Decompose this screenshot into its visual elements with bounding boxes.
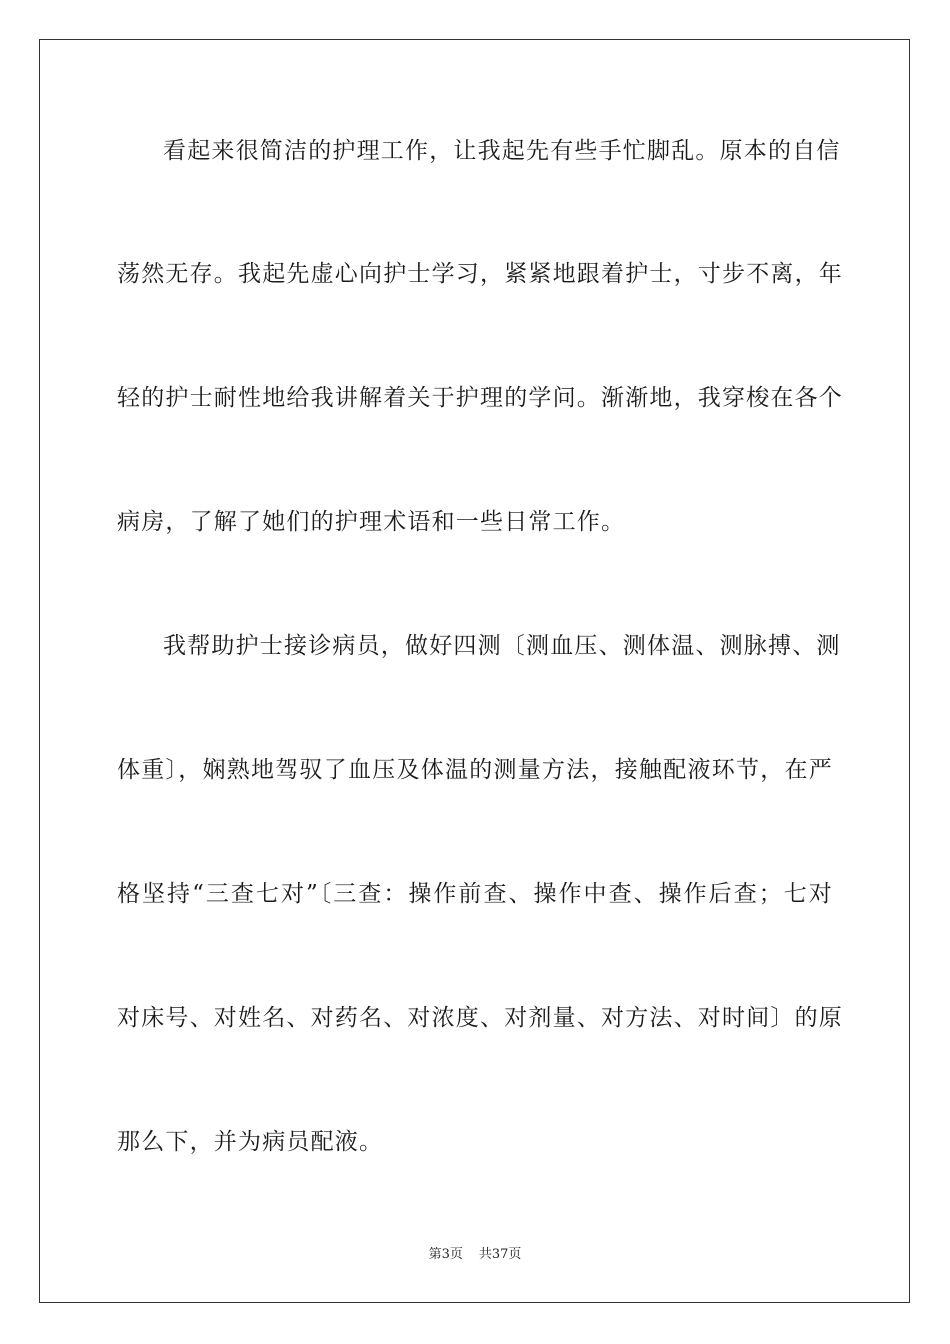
paragraph-1-line-2: 荡然无存。我起先虚心向护士学习，紧紧地跟着护士，寸步不离，年 — [117, 261, 843, 287]
paragraph-2-line-1: 我帮助护士接诊病员，做好四测〔测血压、测体温、测脉搏、测 — [163, 633, 841, 659]
paragraph-1-line-3: 轻的护士耐性地给我讲解着关于护理的学问。渐渐地，我穿梭在各个 — [117, 385, 843, 411]
paragraph-2-line-5: 那么下，并为病员配液。 — [117, 1129, 384, 1155]
paragraph-2-line-3: 格坚持“三查七对”〔三查：操作前查、操作中查、操作后查；七对 — [117, 881, 833, 907]
page-border — [39, 39, 910, 1303]
page-footer — [0, 1246, 950, 1264]
page-total: 共37页 — [478, 1247, 522, 1262]
paragraph-2-line-4: 对床号、对姓名、对药名、对浓度、对剂量、对方法、对时间〕的原 — [117, 1005, 843, 1031]
paragraph-1-line-4: 病房，了解了她们的护理术语和一些日常工作。 — [117, 509, 626, 535]
paragraph-2-line-2: 体重〕，娴熟地驾驭了血压及体温的测量方法，接触配液环节，在严 — [117, 757, 833, 783]
page-number: 第3页 — [428, 1247, 463, 1262]
paragraph-1-line-1: 看起来很简洁的护理工作，让我起先有些手忙脚乱。原本的自信 — [163, 138, 841, 164]
